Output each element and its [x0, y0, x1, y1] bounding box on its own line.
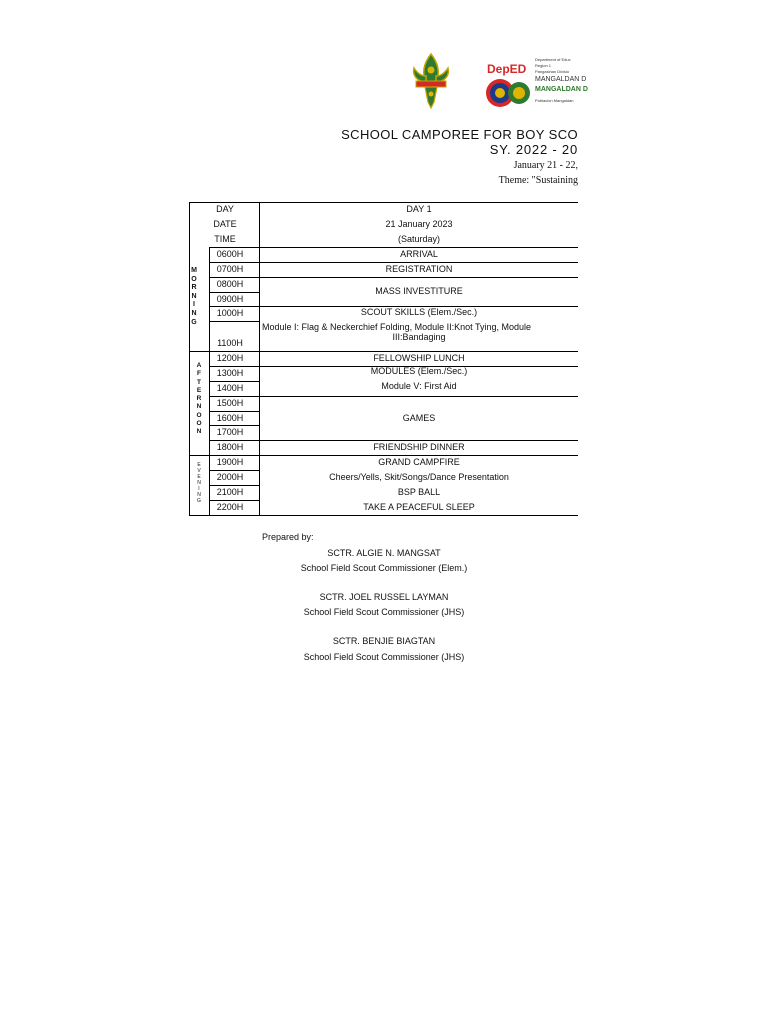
activity-registration: REGISTRATION — [385, 264, 453, 274]
deped-line-2: Region 1 — [535, 63, 552, 68]
signatory-title-2: School Field Scout Commissioner (JHS) — [303, 607, 465, 617]
time-0900: 0900H — [216, 294, 244, 304]
bsp-fleur-de-lis-logo — [410, 52, 452, 112]
date-label: DATE — [213, 219, 237, 229]
time-1600: 1600H — [216, 413, 244, 423]
time-0800: 0800H — [216, 279, 244, 289]
signatory-title-1: School Field Scout Commissioner (Elem.) — [300, 563, 468, 573]
time-1800: 1800H — [216, 442, 244, 452]
deped-line-6: Poblacion Mangaldan — [535, 98, 574, 103]
time-0700: 0700H — [216, 264, 244, 274]
deped-line-1: Department of Educ — [535, 57, 571, 62]
time-1900: 1900H — [216, 457, 244, 467]
time-1400: 1400H — [216, 383, 244, 393]
prepared-by-label: Prepared by: — [262, 532, 314, 542]
signatory-name-2: SCTR. JOEL RUSSEL LAYMAN — [319, 592, 449, 602]
activity-arrival: ARRIVAL — [400, 249, 438, 259]
time-2200: 2200H — [216, 502, 244, 512]
activity-modules-sec: MODULES (Elem./Sec.) — [370, 366, 468, 376]
activity-modules-line2: III:Bandaging — [392, 332, 446, 342]
activity-cheers: Cheers/Yells, Skit/Songs/Dance Presentation — [329, 472, 509, 482]
deped-line-3: Pangasinan Divisio — [535, 69, 570, 74]
activity-mass-investiture: MASS INVESTITURE — [375, 286, 463, 296]
activity-bsp-ball: BSP BALL — [397, 487, 441, 497]
weekday-value: (Saturday) — [397, 234, 441, 244]
section-afternoon: A F T E R N O O N — [196, 362, 202, 436]
activity-fellowship-lunch: FELLOWSHIP LUNCH — [373, 353, 465, 363]
time-1000: 1000H — [216, 308, 244, 318]
deped-wordmark: DepED — [487, 62, 527, 76]
time-1300: 1300H — [216, 368, 244, 378]
time-1700: 1700H — [216, 427, 244, 437]
activity-scout-skills: SCOUT SKILLS (Elem./Sec.) — [360, 307, 478, 317]
signatory-title-3: School Field Scout Commissioner (JHS) — [303, 652, 465, 662]
activity-sleep: TAKE A PEACEFUL SLEEP — [363, 502, 475, 512]
day-value: DAY 1 — [406, 204, 432, 214]
section-evening: E V E N I N G — [197, 462, 201, 504]
activity-module-v: Module V: First Aid — [381, 381, 457, 391]
time-1500: 1500H — [216, 398, 244, 408]
event-dates: January 21 - 22, — [513, 160, 578, 171]
time-2100: 2100H — [216, 487, 244, 497]
deped-line-5: MANGALDAN D — [535, 86, 588, 93]
activity-games: GAMES — [402, 413, 436, 423]
activity-modules-line1: Module I: Flag & Neckerchief Folding, Module II:Knot Tying, Module — [262, 322, 531, 332]
deped-logo — [481, 52, 588, 112]
deped-line-4: MANGALDAN D — [535, 76, 587, 83]
time-label: TIME — [214, 234, 236, 244]
time-2000: 2000H — [216, 472, 244, 482]
activity-grand-campfire: GRAND CAMPFIRE — [378, 457, 460, 467]
section-morning: M O R N I N G — [191, 267, 197, 326]
activity-friendship-dinner: FRIENDSHIP DINNER — [373, 442, 465, 452]
time-1200: 1200H — [216, 353, 244, 363]
signatory-name-1: SCTR. ALGIE N. MANGSAT — [327, 548, 441, 558]
time-1100: 1100H — [217, 338, 243, 348]
day-label: DAY — [216, 204, 234, 214]
signatory-name-3: SCTR. BENJIE BIAGTAN — [332, 636, 436, 646]
school-year: SY. 2022 - 20 — [489, 142, 578, 157]
date-value: 21 January 2023 — [385, 219, 453, 229]
document-title: SCHOOL CAMPOREE FOR BOY SCO — [341, 127, 578, 142]
event-theme: Theme: "Sustaining — [498, 175, 578, 186]
time-0600: 0600H — [216, 249, 244, 259]
